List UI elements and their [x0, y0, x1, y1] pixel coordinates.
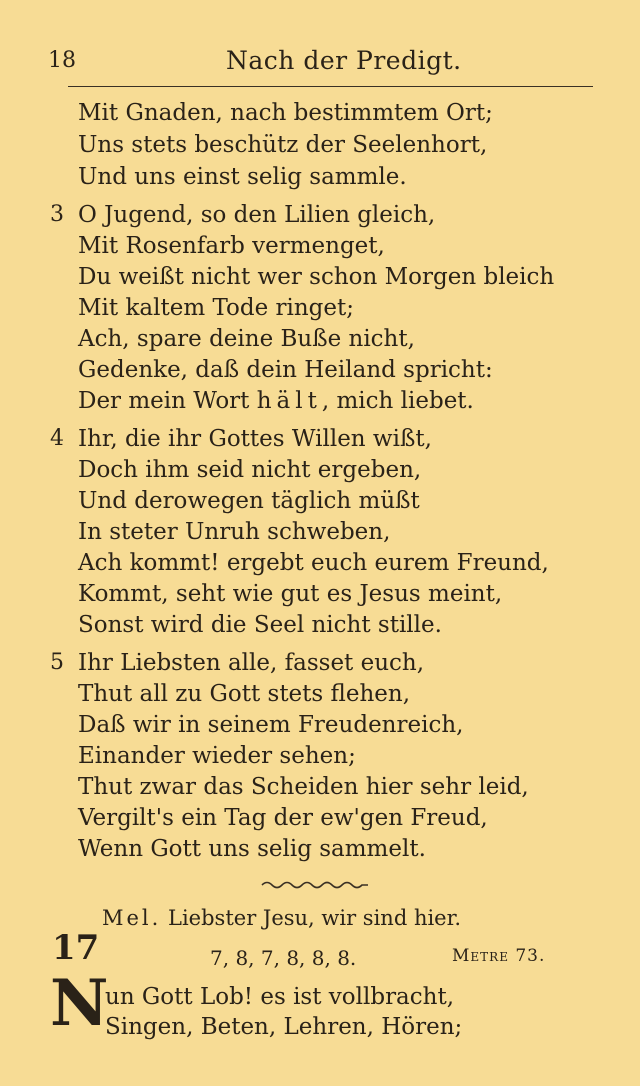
meter-pattern: 7, 8, 7, 8, 8, 8.	[210, 946, 357, 970]
verse-line: Einander wieder sehen;	[78, 743, 356, 769]
melody-title: Liebster Jesu, wir sind hier.	[168, 906, 462, 930]
verse-line: Sonst wird die Seel nicht stille.	[78, 612, 442, 638]
page-number: 18	[48, 48, 76, 73]
verse-line-start: Der mein Wort	[78, 388, 257, 414]
verse-line-end: , mich liebet.	[321, 388, 474, 414]
verse-line: Gedenke, daß dein Heiland spricht:	[78, 357, 493, 383]
hymn-number: 17	[52, 928, 100, 968]
verse-line: Mit kaltem Tode ringet;	[78, 295, 354, 321]
hymn-second-line: Singen, Beten, Lehren, Hören;	[105, 1014, 463, 1040]
verse-line: Kommt, seht wie gut es Jesus meint,	[78, 581, 503, 607]
verse-line: Ach kommt! ergebt euch eurem Freund,	[78, 550, 549, 576]
verse-line: Ach, spare deine Buße nicht,	[78, 326, 415, 352]
meter-label: Metre 73.	[452, 946, 546, 966]
verse-line: Du weißt nicht wer schon Morgen bleich	[78, 264, 555, 290]
verse-line: O Jugend, so den Lilien gleich,	[78, 202, 436, 228]
running-title: Nach der Predigt.	[226, 46, 462, 75]
melody-line	[102, 906, 461, 930]
verse-line: In steter Unruh schweben,	[78, 519, 391, 545]
verse-line: Mit Rosenfarb vermenget,	[78, 233, 385, 259]
verse-line: Und derowegen täglich müßt	[78, 488, 420, 514]
verse-line	[78, 386, 474, 416]
verse-number: 3	[50, 202, 64, 227]
verse-line: Uns stets beschütz der Seelenhort,	[78, 132, 488, 158]
drop-cap-letter: N	[50, 966, 109, 1041]
verse-line: Ihr, die ihr Gottes Willen wißt,	[78, 426, 432, 452]
emphasized-word: hält	[256, 388, 322, 414]
verse-line: Daß wir in seinem Freudenreich,	[78, 712, 464, 738]
hymn-first-line: un Gott Lob! es ist vollbracht,	[105, 984, 455, 1010]
verse-line: Und uns einst selig sammle.	[78, 164, 407, 190]
verse-number: 5	[50, 650, 64, 675]
verse-line: Mit Gnaden, nach bestimmtem Ort;	[78, 100, 493, 126]
verse-number: 4	[50, 426, 64, 451]
header-rule	[68, 86, 593, 87]
verse-line: Doch ihm seid nicht ergeben,	[78, 457, 422, 483]
melody-prefix: Mel.	[102, 906, 162, 930]
verse-line: Thut all zu Gott stets flehen,	[78, 681, 411, 707]
wavy-ornament-divider	[260, 878, 370, 892]
verse-line: Wenn Gott uns selig sammelt.	[78, 836, 426, 862]
page-header	[48, 44, 593, 80]
verse-line: Ihr Liebsten alle, fasset euch,	[78, 650, 425, 676]
verse-line: Thut zwar das Scheiden hier sehr leid,	[78, 774, 529, 800]
verse-line: Vergilt's ein Tag der ew'gen Freud,	[78, 805, 488, 831]
